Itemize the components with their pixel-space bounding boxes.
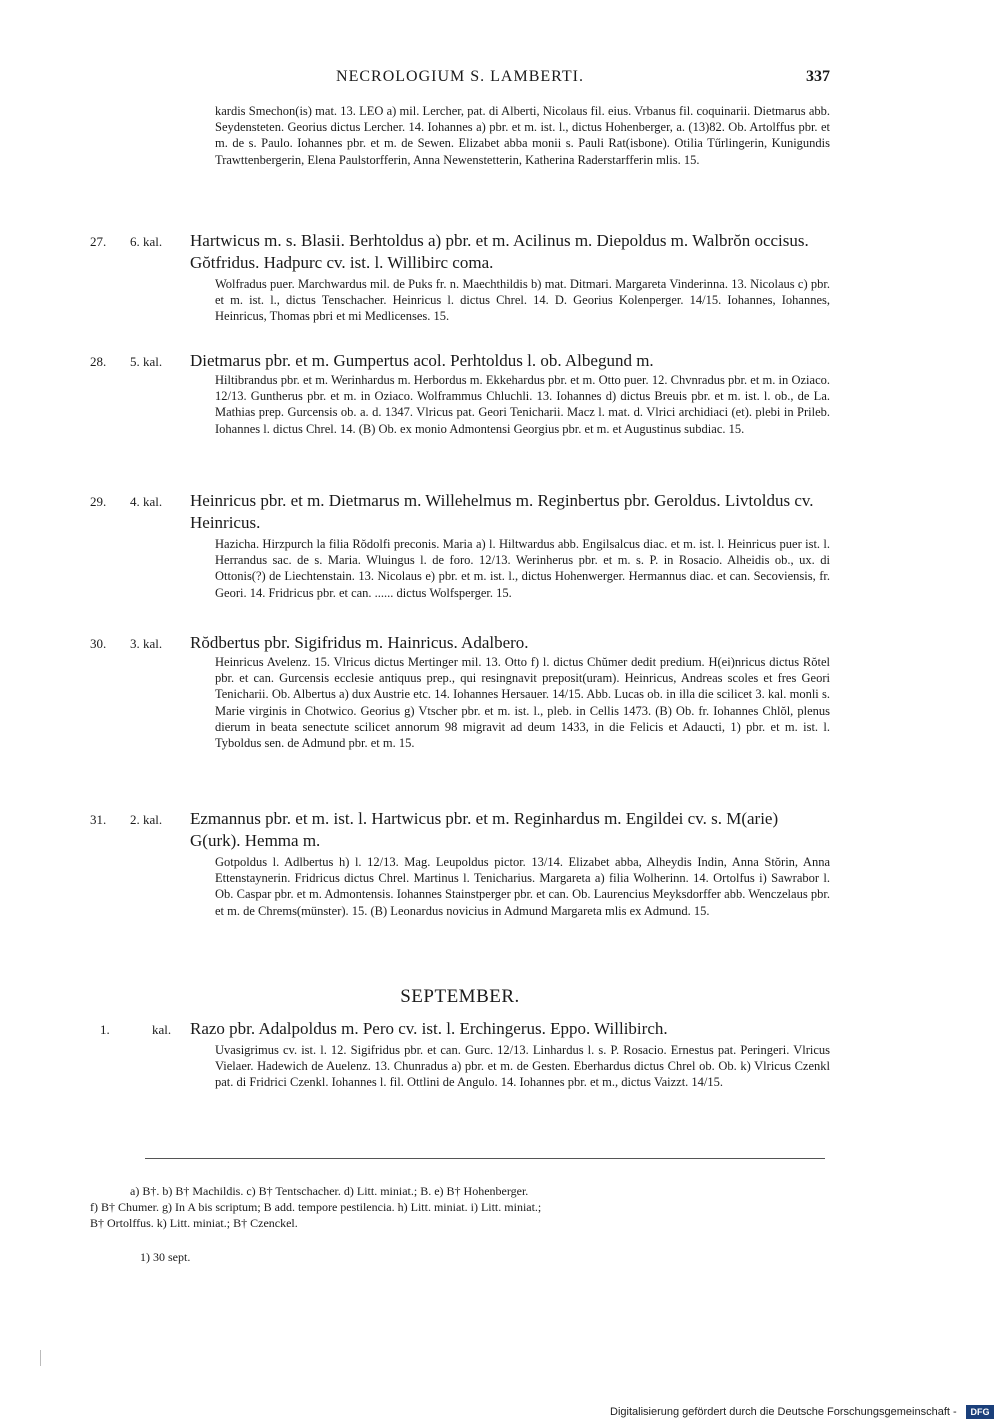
- day-number: 31.: [90, 812, 107, 827]
- digitization-footer: [610, 1404, 1000, 1422]
- entry-body: Uvasigrimus cv. ist. l. 12. Sigifridus pbr. et can. Gurc. 12/13. Linhardus l. s. P. Rosacio. Ernestus pat. Peringeri. Vlricus Vielaer. Hadewich de Auelenz. 13. Chunradus a) pbr. et m. de Gesten. Eberhardus dictus Chrel ob. Ob. k) Vlricus Czenkl pat. di Fridrici Czenkl. Iohannes l. fil. Ottlini de Angulo. 14. Iohannes pbr. et m., dictus Vaizzt. 14/15.: [215, 1043, 830, 1090]
- dfg-logo-icon: DFG: [966, 1405, 994, 1419]
- entry-heading: Rŏdbertus pbr. Sigifridus m. Hainricus. Adalbero.: [190, 633, 529, 652]
- kal-date: kal.: [152, 1022, 172, 1037]
- kal-date: 5. kal.: [130, 354, 163, 369]
- day-number: 28.: [90, 354, 107, 369]
- entry-body: Hazicha. Hirzpurch la filia Rŏdolfi preconis. Maria a) l. Hiltwardus abb. Engilsalcus diac. et m. ist. l. Heinricus puer ist. l. Herrandus sac. de s. Maria. Wluingus l. de foro. 12/13. Werinherus pbr. et m. s. P. in Rosacio. Alheidis ob., ux. di Ottonis(?) de Liechtenstain. 13. Nicolaus e) pbr. et m. ist. l., dictus Hohenwerger. Hermannus diac. et can. Secoviensis, fr. Geori. 14. Fridricus pbr. et can. ...... dictus Wolfsperger. 15.: [215, 537, 830, 600]
- entry-heading: Dietmarus pbr. et m. Gumpertus acol. Perhtoldus l. ob. Albegund m.: [190, 351, 654, 370]
- day-number: 27.: [90, 234, 107, 249]
- entry-heading: Hartwicus m. s. Blasii. Berhtoldus a) pbr. et m. Acilinus m. Diepoldus m. Walbrŏn occisus. Gŏtfridus. Hadpurc cv. ist. l. Willibirc coma.: [190, 231, 809, 272]
- scan-speck: [40, 1350, 41, 1366]
- intro-paragraph: kardis Smechon(is) mat. 13. LEO a) mil. Lercher, pat. di Alberti, Nicolaus fil. eius. Vrbanus fil. coquinarii. Dietmarus abb. Seydensteten. Georius dictus Lercher. 14. Iohannes a) pbr. et m. ist. l., dictus Hohenberger, a. (13)82. Ob. Artolffus pbr. et m. de s. Paulo. Iohannes pbr. et m. de Sewen. Elizabet abba monii s. Pauli Rat(isbone). Otilia Tűrlingerin, Kunigundis Trawttenbergerin, Elena Paulstorfferin, Anna Newenstetterin, Katherina Raderstarfferin mlis. 15.: [215, 104, 830, 167]
- day-number: 29.: [90, 494, 107, 509]
- day-number: 1.: [100, 1022, 110, 1037]
- entry-heading: Razo pbr. Adalpoldus m. Pero cv. ist. l. Erchingerus. Eppo. Willibirch.: [190, 1019, 668, 1038]
- footnote-line: f) B† Chumer. g) In A bis scriptum; B add. tempore pestilencia. h) Litt. miniat. i) Litt. miniat.;: [90, 1200, 542, 1214]
- entry-heading: Heinricus pbr. et m. Dietmarus m. Willehelmus m. Reginbertus pbr. Geroldus. Livtoldus cv. Heinricus.: [190, 491, 814, 532]
- secondary-footnote: 1) 30 sept.: [140, 1250, 191, 1264]
- footnote-line: B† Ortolffus. k) Litt. miniat.; B† Czenckel.: [90, 1216, 298, 1230]
- entry-body: Gotpoldus l. Adlbertus h) l. 12/13. Mag. Leupoldus pictor. 13/14. Elizabet abba, Alheydis Indin, Anna Stŏrin, Anna Ettenstaynerin. Fridricus dictus Chrel. Martinus l. Tenicharius. Margareta a) filia Wolherinn. 14. Ortolfus i) Sawrabor l. Ob. Caspar pbr. et m. Admontensis. Iohannes Stainstperger pbr. et can. Ob. Laurencius Meyksdorffer abb. Wenczelaus pbr. et m. de Chrems(münster). 15. (B) Leonardus novicius in Admund Margareta mlis ex Admund. 15.: [215, 855, 830, 918]
- footnotes: [90, 1183, 830, 1231]
- footer-text: Digitalisierung gefördert durch die Deutsche Forschungsgemeinschaft -: [610, 1406, 957, 1418]
- entry-body: Wolfradus puer. Marchwardus mil. de Puks fr. n. Maechthildis b) mat. Ditmari. Margareta Vinderinna. 13. Nicolaus c) pbr. et m. ist. l., dictus Tenschacher. Heinricus l. dictus Chrel. 14. D. Georius Kolenperger. 14/15. Iohannes, Iohannes, Heinricus, Thomas pbri et mi Medlicenses. 15.: [215, 277, 830, 324]
- entry-body: Heinricus Avelenz. 15. Vlricus dictus Mertinger mil. 13. Otto f) l. dictus Chŭmer dedit predium. H(ei)nricus dictus Rŏtel pbr. et can. Gurcensis ecclesie antiquus prep., qui resingnavit preposit(uram). Heinricus, Andreas scoles et fres Geori Tenicharii. Ob. Albertus a) dux Austrie etc. 14. Iohannes Hersauer. 14/15. Abb. Lucas ob. in illa die scilicet 3. kal. monli s. Marie virginis in Chotwico. Georius g) Vtscher pbr. et m. ist. l., pleb. in Cellis 1473. (B) Ob. fr. Iohannes Chlŏl, plenus dierum in beata senectute scilicet annorum 98 migravit ad deum 1433, in die Felicis et Adaucti, 1) pbr. et m. ist. l. Tyboldus sen. de Admund pbr. et m. 15.: [215, 655, 830, 751]
- day-number: 30.: [90, 636, 107, 651]
- entry-body: Hiltibrandus pbr. et m. Werinhardus m. Herbordus m. Ekkehardus pbr. et m. Otto puer. 12. Chvnradus pbr. et m. in Oziaco. 12/13. Guntherus pbr. et m. in Oziaco. Wolframmus Chluchli. 13. Iohannes d) dictus Breuis pbr. et m. ist. l. ob., de La. Mathias prep. Gurcensis ob. a. d. 1347. Vlricus pat. Geori Tenicharii. Macz l. mat. d. Vlrici archidiaci (et). plebi in Prileb. Iohannes l. dictus Chrel. 14. (B) Ob. ex monio Admontensi Georgius pbr. et m. et Augustinus subdiac. 15.: [215, 373, 830, 436]
- kal-date: 4. kal.: [130, 494, 163, 509]
- running-title: NECROLOGIUM S. LAMBERTI.: [336, 68, 584, 85]
- month-heading: SEPTEMBER.: [400, 986, 520, 1007]
- entry-heading: Ezmannus pbr. et m. ist. l. Hartwicus pbr. et m. Reginhardus m. Engildei cv. s. M(arie) G(urk). Hemma m.: [190, 809, 779, 850]
- footnote-rule: [145, 1158, 825, 1159]
- kal-date: 2. kal.: [130, 812, 163, 827]
- kal-date: 6. kal.: [130, 234, 163, 249]
- page-number: 337: [806, 68, 830, 85]
- running-head: [90, 68, 830, 92]
- kal-date: 3. kal.: [130, 636, 163, 651]
- footnote-line: a) B†. b) B† Machildis. c) B† Tentschacher. d) Litt. miniat.; B. e) B† Hohenberger.: [130, 1184, 529, 1198]
